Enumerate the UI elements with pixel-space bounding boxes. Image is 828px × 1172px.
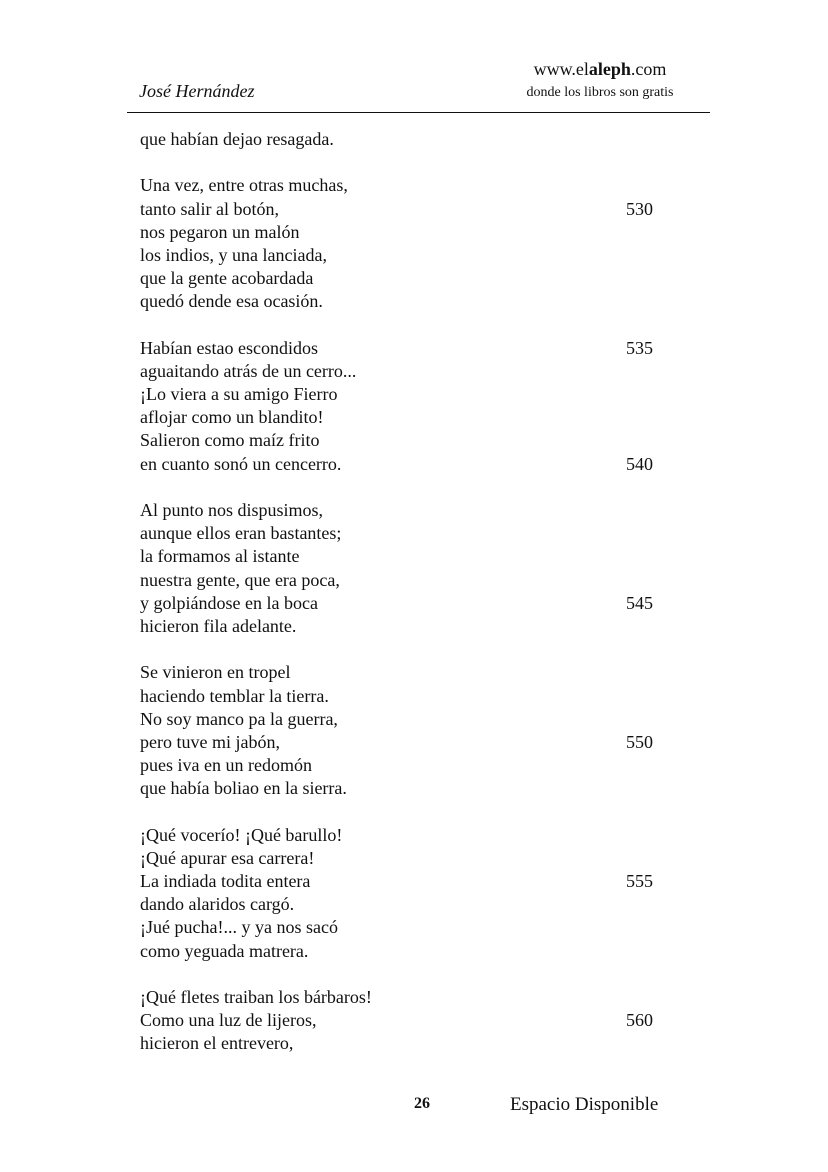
poem-line-text: la formamos al istante <box>140 546 300 567</box>
poem-line <box>140 824 700 847</box>
poem-line-text: ¡Lo viera a su amigo Fierro <box>140 384 338 405</box>
poem-line-text: aunque ellos eran bastantes; <box>140 523 342 544</box>
poem-line-text: nos pegaron un malón <box>140 221 300 242</box>
poem-line-text: hicieron fila adelante. <box>140 615 297 636</box>
stanza-gap <box>140 314 700 337</box>
poem-line-text: Se vinieron en tropel <box>140 662 291 683</box>
poem-line <box>140 453 700 476</box>
poem-line-text: Habían estao escondidos <box>140 337 318 358</box>
stanza-gap <box>140 800 700 823</box>
header-site-link[interactable] <box>500 58 700 80</box>
poem-line <box>140 731 700 754</box>
poem-line <box>140 615 700 638</box>
poem-line <box>140 569 700 592</box>
poem-line <box>140 545 700 568</box>
stanza-gap <box>140 963 700 986</box>
poem-line <box>140 174 700 197</box>
poem-line <box>140 916 700 939</box>
poem-line <box>140 708 700 731</box>
poem-line <box>140 870 700 893</box>
poem-line-text: pues iva en un redomón <box>140 755 312 776</box>
poem-line-text: Una vez, entre otras muchas, <box>140 175 348 196</box>
poem-line-text: ¡Qué apurar esa carrera! <box>140 847 315 868</box>
poem-line <box>140 592 700 615</box>
poem-line <box>140 1032 700 1055</box>
site-suffix: .com <box>630 59 667 79</box>
poem-line-text: La indiada todita entera <box>140 871 311 891</box>
header-author: José Hernández <box>139 81 255 101</box>
poem-line-text: tanto salir al botón, <box>140 198 279 219</box>
poem-line <box>140 661 700 684</box>
poem-line <box>140 847 700 870</box>
poem-line-text: los indios, y una lanciada, <box>140 244 327 265</box>
poem-line <box>140 221 700 244</box>
poem-line <box>140 290 700 313</box>
verse-number: 530 <box>626 198 653 219</box>
poem-line <box>140 986 700 1009</box>
poem-line <box>140 940 700 963</box>
poem-line-text: Salieron como maíz frito <box>140 430 320 451</box>
poem-line-text: que había boliao en la sierra. <box>140 778 347 799</box>
site-bold: aleph <box>588 59 631 79</box>
header-tagline: donde los libros son gratis <box>526 85 674 100</box>
poem-line <box>140 777 700 800</box>
poem-line <box>140 406 700 429</box>
page-number: 26 <box>414 1095 430 1112</box>
poem-line <box>140 685 700 708</box>
poem-line-text: pero tuve mi jabón, <box>140 731 280 752</box>
poem-line-text: nuestra gente, que era poca, <box>140 569 340 590</box>
poem-line-text: y golpiándose en la boca <box>140 592 318 613</box>
poem-line-text: aflojar como un blandito! <box>140 407 324 428</box>
poem-line <box>140 383 700 406</box>
poem-line-text: que la gente acobardada <box>140 268 314 289</box>
poem-line-text: haciendo temblar la tierra. <box>140 685 329 706</box>
poem-line <box>140 893 700 916</box>
verse-number: 550 <box>626 731 653 752</box>
verse-number: 535 <box>626 337 653 358</box>
poem-line <box>140 337 700 360</box>
poem-line-text: aguaitando atrás de un cerro... <box>140 360 357 381</box>
poem-line <box>140 429 700 452</box>
poem-line-text: ¡Qué vocerío! ¡Qué barullo! <box>140 824 343 845</box>
poem-line <box>140 360 700 383</box>
verse-number: 555 <box>626 871 653 891</box>
header-divider <box>127 112 710 113</box>
poem-line <box>140 128 700 151</box>
poem-line <box>140 522 700 545</box>
stanza-gap <box>140 638 700 661</box>
poem-body <box>140 128 700 1056</box>
poem-line-text: en cuanto sonó un cencerro. <box>140 453 342 474</box>
stanza-gap <box>140 476 700 499</box>
poem-line-text: Como una luz de lijeros, <box>140 1010 317 1031</box>
site-prefix: www.el <box>533 59 589 79</box>
poem-line-text: Al punto nos dispusimos, <box>140 500 324 520</box>
verse-number: 545 <box>626 592 653 613</box>
poem-line <box>140 754 700 777</box>
poem-line <box>140 244 700 267</box>
poem-line <box>140 198 700 221</box>
poem-line-text: ¡Qué fletes traiban los bárbaros! <box>140 986 372 1007</box>
poem-line <box>140 499 700 522</box>
poem-line-text: dando alaridos cargó. <box>140 894 295 915</box>
stanza-gap <box>140 151 700 174</box>
poem-line-text: quedó dende esa ocasión. <box>140 291 323 312</box>
poem-line <box>140 1009 700 1032</box>
poem-line-text: No soy manco pa la guerra, <box>140 708 338 729</box>
poem-line-text: hicieron el entrevero, <box>140 1033 294 1054</box>
poem-line-text: como yeguada matrera. <box>140 940 309 961</box>
poem-line-text: ¡Jué pucha!... y ya nos sacó <box>140 917 338 938</box>
poem-line-text: que habían dejao resagada. <box>140 129 334 149</box>
verse-number: 540 <box>626 453 653 474</box>
verse-number: 560 <box>626 1010 653 1031</box>
footer-text: Espacio Disponible <box>510 1094 659 1115</box>
poem-line <box>140 267 700 290</box>
